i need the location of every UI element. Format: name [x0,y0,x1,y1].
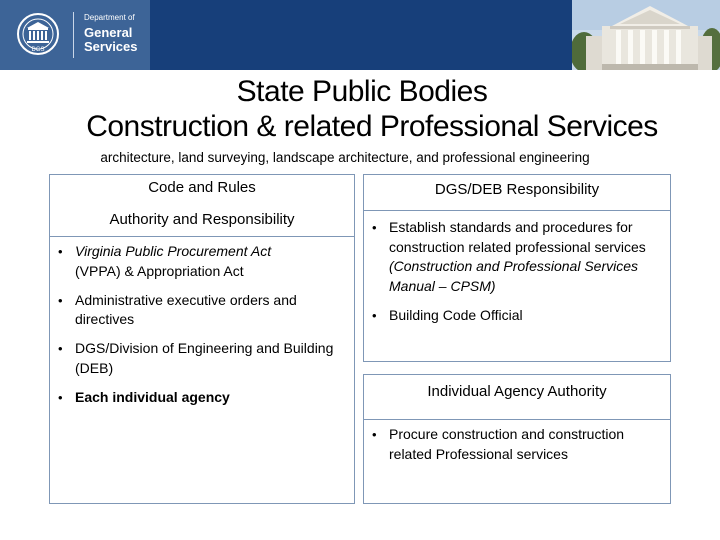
dgs-logo[interactable] [0,0,150,70]
page-subtitle: architecture, land surveying, landscape architecture, and professional engineering [100,150,590,165]
list-item-text: Procure construction and construction related Professional services [389,426,625,462]
list-item [57,242,347,281]
panel-divider [364,210,670,211]
code-and-rules-heading: Code and Rules [148,179,256,196]
dgs-deb-heading: DGS/DEB Responsibility [434,181,600,198]
list-item-italic: (Construction and Professional Services Manual – CPSM) [389,258,639,294]
list-item-text: Establish standards and procedures for construction related professional services [389,219,646,255]
seal-text: DGS [31,47,45,53]
agency-authority-list [371,425,631,474]
capitol-building-image [572,0,720,70]
seal-icon [16,12,60,56]
list-item [57,339,347,378]
authority-heading: Authority and Responsibility [109,211,295,228]
agency-authority-panel [363,374,671,504]
code-and-rules-list [57,242,347,417]
list-item-text: DGS/Division of Engineering and Building (DEB) [75,340,334,376]
panel-divider [50,236,354,237]
dgs-deb-list [371,218,663,335]
list-item [57,291,347,330]
list-item-italic: Virginia Public Procurement Act [75,243,272,259]
header-banner [0,0,720,70]
logo-divider [73,12,74,58]
page-title-line2: Construction & related Professional Services [86,110,658,143]
code-and-rules-panel [49,174,355,504]
list-item-text: Building Code Official [389,306,523,323]
logo-name-line1: General [84,25,133,40]
list-item [371,425,631,464]
list-item-text: Administrative executive orders and directives [75,291,297,327]
list-item [57,388,347,408]
logo-text [84,14,138,54]
dgs-deb-panel [363,174,671,362]
panel-divider [364,419,670,420]
page-title-line1: State Public Bodies [236,75,488,108]
list-item [371,218,663,296]
list-item [371,306,663,326]
logo-name-line2: Services [84,39,138,54]
list-item-text: (VPPA) & Appropriation Act [75,262,244,279]
agency-authority-heading: Individual Agency Authority [427,383,607,400]
list-item-bold: Each individual agency [75,388,230,405]
logo-department: Department of [84,13,135,22]
